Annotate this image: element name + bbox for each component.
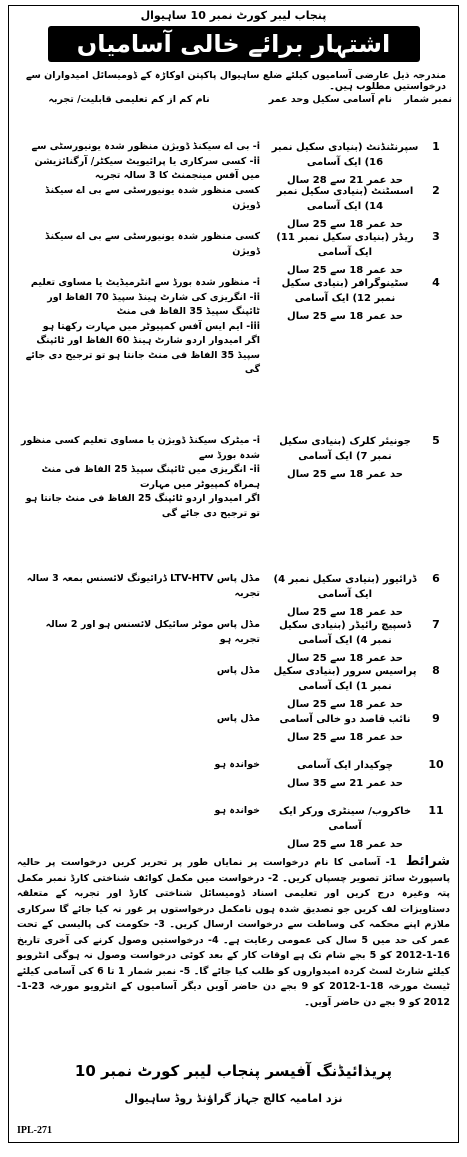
post-title	[270, 572, 420, 620]
qual-line: اگر امیدوار اردو شارٹ ہینڈ 60 الفاظ اور ٹائپنگ سپیڈ 35 الفاظ فی منٹ جانتا ہو تو ترجیح دی جائے گی	[25, 335, 260, 375]
post-title	[270, 804, 420, 852]
post-name: اسسٹنٹ (بنیادی سکیل نمبر 14) ایک آسامی	[276, 186, 414, 212]
post-name: جونیئر کلرک (بنیادی سکیل نمبر 7) ایک آسامی	[279, 436, 411, 462]
post-age: حد عمر 21 سے 28 سال	[287, 175, 403, 186]
post-title	[270, 434, 420, 482]
terms-text: 1- آسامی کا نام درخواست پر نمایاں طور پر تحریر کریں درخواست پر حالیہ پاسپورٹ سائز تصویر چسپاں کریں۔ 2- درخواست میں مکمل کوائف شناختی کارڈ نمبر مکمل پتہ وغیرہ درج کریں اور تعلیمی اسناد ڈومیسائل شناختی کارڈ اور تجربہ کے متعلقہ دستاویزات لف کریں جو تصدیق شدہ ہوں نامکمل درخواستوں پر غور نہ کیا جائے گا سرکاری ملازم اپنے محکمہ کی وساطت سے درخواست ارسال کریں۔ 3- حکومت کی پالیسی کے تحت عمر کی حد میں 5 سال کی عمومی رعایت ہے۔ 4- درخواستیں وصول کرنے کی آخری تاریخ 16-1-2012 کو 5 بجے شام تک ہے اوقات کار کے بعد کوئی درخواست وصول نہ ہوگی انٹرویو کیلئے شارٹ لسٹ کردہ امیدواروں کو طلب کیا جائے گا۔ 5- نمبر شمار 1 تا 6 کی آسامی کیلئے ٹیسٹ مورخہ 18-1-2012 کو 9 بجے دن حاضر آویں دیگر آسامیوں کے انٹرویو مورخہ 23-1-2012 کو 9 بجے دن حاضر آویں۔	[17, 857, 451, 1008]
reference-code: IPL-271	[17, 1125, 52, 1136]
post-qualification	[17, 572, 260, 601]
post-title	[270, 664, 420, 712]
post-name: نائب قاصد دو خالی آسامی	[279, 714, 411, 725]
post-number: 8	[432, 664, 440, 677]
column-headers	[9, 94, 458, 122]
post-qualification	[17, 276, 260, 378]
qual-line: iii- ایم ایس آفس کمپیوٹر میں مہارت رکھتا ہو	[42, 320, 260, 332]
court-name: پنجاب لیبر کورٹ نمبر 10 ساہیوال	[140, 9, 327, 22]
qual-line: i- میٹرک سیکنڈ ڈویژن یا مساوی تعلیم کسی منظور شدہ بورڈ سے	[20, 435, 260, 461]
post-qualification	[17, 664, 260, 679]
advertisement-page	[8, 5, 459, 1143]
qual-line: ii- انگریزی کی شارٹ ہینڈ سپیڈ 70 الفاظ اور ٹائپنگ سپیڈ 35 الفاظ فی منٹ	[47, 291, 260, 317]
post-qualification	[17, 758, 260, 773]
post-qualification	[17, 804, 260, 819]
intro-text: مندرجہ ذیل عارضی آسامیوں کیلئے ضلع ساہیوال پاکپتن اوکاڑہ کے ڈومیسائل امیدواران سے درخواستیں مطلوب ہیں۔	[25, 70, 446, 92]
post-age: حد عمر 18 سے 25 سال	[287, 732, 403, 743]
post-title	[270, 140, 420, 188]
page-title: اشتہار برائے خالی آسامیاں	[48, 26, 420, 62]
post-name: ریڈر (بنیادی سکیل نمبر 11) ایک آسامی	[276, 232, 414, 258]
post-age: حد عمر 18 سے 25 سال	[287, 311, 403, 322]
post-title	[270, 230, 420, 278]
post-qualification	[17, 184, 260, 213]
post-number: 7	[432, 618, 440, 631]
post-number: 6	[432, 572, 440, 585]
post-name: خاکروب/ سینٹری ورکر ایک آسامی	[278, 806, 412, 832]
post-qualification	[17, 712, 260, 727]
post-name: ڈرائیور (بنیادی سکیل نمبر 4) ایک آسامی	[273, 574, 417, 600]
qual-line: خواندہ ہو	[214, 759, 260, 770]
qual-line: i- منظور شدہ بورڈ سے انٹرمیڈیٹ یا مساوی تعلیم	[30, 277, 260, 288]
column-qualification: نام کم از کم تعلیمی قابلیت/ تجربہ	[48, 94, 210, 105]
post-name: ڈسپیچ رائیڈر (بنیادی سکیل نمبر 4) ایک آسامی	[279, 620, 411, 646]
qual-line: اگر امیدوار اردو ٹائپنگ 25 الفاظ فی منٹ جانتا ہو تو ترجیح دی جائے گی	[25, 493, 260, 519]
post-age: حد عمر 21 سے 35 سال	[287, 778, 403, 789]
post-qualification	[17, 434, 260, 521]
column-post: نام آسامی سکیل وحد عمر	[268, 94, 392, 105]
post-age: حد عمر 18 سے 25 سال	[287, 469, 403, 480]
qual-line: ii- کسی سرکاری یا پرائیویٹ سیکٹر/ آرگنائزیشن میں آفس مینجمنٹ کا 3 سالہ تجربہ	[34, 155, 260, 181]
post-age: حد عمر 18 سے 25 سال	[287, 699, 403, 710]
post-number: 9	[432, 712, 440, 725]
post-title	[270, 184, 420, 232]
post-qualification	[17, 618, 260, 647]
post-name: چوکیدار ایک آسامی	[296, 760, 394, 771]
post-name: سپرنٹنڈنٹ (بنیادی سکیل نمبر 16) ایک آسامی	[271, 142, 419, 168]
terms-label: شرائط	[405, 854, 451, 869]
post-age: حد عمر 18 سے 25 سال	[287, 265, 403, 276]
post-title	[270, 276, 420, 324]
post-age: حد عمر 18 سے 25 سال	[287, 839, 403, 850]
terms-section	[17, 854, 450, 1010]
qual-line: i- بی اے سیکنڈ ڈویژن منظور شدہ یونیورسٹی سے	[31, 141, 260, 152]
post-age: حد عمر 18 سے 25 سال	[287, 653, 403, 664]
post-name: پراسیس سرور (بنیادی سکیل نمبر 1) ایک آسامی	[273, 666, 417, 692]
post-title	[270, 712, 420, 745]
post-qualification	[17, 140, 260, 184]
post-title	[270, 618, 420, 666]
signer-title: پریذائیڈنگ آفیسر پنجاب لیبر کورٹ نمبر 10	[74, 1062, 393, 1080]
post-name: سٹینوگرافر (بنیادی سکیل نمبر 12) ایک آسامی	[281, 278, 409, 304]
post-qualification	[17, 230, 260, 259]
post-number: 1	[432, 140, 440, 153]
qual-line: مڈل پاس	[216, 713, 260, 724]
post-age: حد عمر 18 سے 25 سال	[287, 607, 403, 618]
column-number: نمبر شمار	[404, 94, 452, 105]
post-age: حد عمر 18 سے 25 سال	[287, 219, 403, 230]
post-title	[270, 758, 420, 791]
qual-line: ii- انگریزی میں ٹائپنگ سپیڈ 25 الفاظ فی منٹ ہمراہ کمپیوٹر میں مہارت	[41, 464, 260, 490]
qual-line: مڈل پاس موٹر سائیکل لائسنس ہو اور 2 سالہ تجربہ ہو	[45, 619, 260, 645]
post-number: 11	[428, 804, 444, 817]
qual-line: کسی منظور شدہ یونیورسٹی سے بی اے سیکنڈ ڈویژن	[44, 185, 260, 211]
post-number: 4	[432, 276, 440, 289]
qual-line: مڈل پاس LTV-HTV ڈرائیونگ لائسنس بمعہ 3 سالہ تجربہ	[26, 573, 260, 599]
qual-line: مڈل پاس	[216, 665, 260, 676]
post-number: 2	[432, 184, 440, 197]
qual-line: کسی منظور شدہ یونیورسٹی سے بی اے سیکنڈ ڈویژن	[44, 231, 260, 257]
office-address: نزد امامیہ کالج جہاز گراؤنڈ روڈ ساہیوال	[124, 1092, 343, 1105]
post-number: 10	[428, 758, 444, 771]
post-number: 3	[432, 230, 440, 243]
qual-line: خواندہ ہو	[214, 805, 260, 816]
post-number: 5	[432, 434, 440, 447]
